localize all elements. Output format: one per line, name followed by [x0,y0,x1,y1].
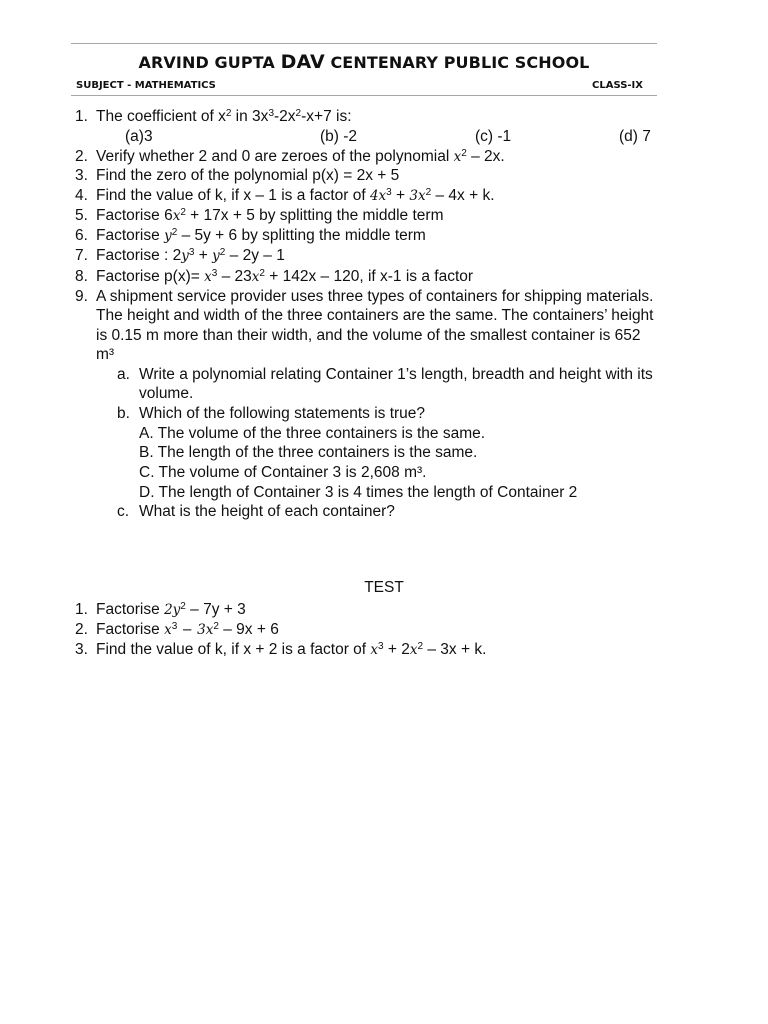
question-4 [75,186,495,205]
question-number: 2. [75,621,88,638]
superscript: 2 [417,641,424,652]
math-term: x [251,269,260,285]
text-run: Find the value of k, if x – 1 is a factor of [96,187,370,204]
school-name-dav: DAV [280,51,325,73]
question-9-line: is 0.15 m more than their width, and the volume of the smallest container is 652 [96,327,641,344]
sub-question-a-line: volume. [139,385,194,402]
text-run: Factorise : 2 [96,247,182,264]
question-text [96,226,426,246]
question-number: 8. [75,268,88,285]
option-b: (b) -2 [320,128,358,145]
question-number: 3. [75,641,88,658]
superscript: 3 [378,641,384,652]
superscript: 2 [180,601,186,612]
statement-option: D. The length of Container 3 is 4 times the length of Container 2 [139,484,578,501]
question-9-number: 9. [75,288,88,305]
question-number: 6. [75,227,88,244]
question-number: 1. [75,601,88,618]
question-text [96,640,486,660]
text-run: Factorise [96,207,165,224]
question-text [96,107,352,126]
subject-label: SUBJECT - MATHEMATICS [76,80,216,91]
question-number: 7. [75,247,88,264]
superscript: 3 [188,247,195,258]
math-term: x [164,622,172,638]
text-run: – 9x + 6 [218,621,279,638]
text-run: – 3x + k. [423,641,487,658]
top-rule [71,43,657,44]
option-a: (a)3 [125,128,153,145]
question-9-line: The height and width of the three containers are the same. The containers’ height [96,307,654,324]
question-number: 3. [75,167,88,184]
math-term: x [409,642,418,658]
sub-question-c-text: What is the height of each container? [139,503,395,520]
math-term: y [212,248,220,264]
text-run: Factorise [96,621,165,638]
superscript: 2 [295,108,302,119]
question-number: 5. [75,207,88,224]
text-run: 6 [164,207,173,224]
superscript: 3 [268,108,274,119]
question-9-line: m³ [96,346,115,363]
question-text: Find the zero of the polynomial p(x) = 2x + 5 [96,167,400,184]
school-name-part: ARVIND GUPTA [138,53,275,72]
question-text [96,206,443,226]
option-d: (d) 7 [619,128,651,145]
sub-question-c-number: c. [117,503,130,520]
superscript: 2 [171,227,178,238]
header-rule [71,95,657,96]
question-8 [75,267,474,286]
school-name [71,51,657,73]
superscript: 2 [425,187,432,198]
text-run: The coefficient of x [96,108,226,125]
sub-question-b-text: Which of the following statements is true? [139,405,426,422]
math-term: x [453,149,462,165]
text-run: + [194,247,213,264]
question-number: 1. [75,108,88,125]
test-question-1 [75,600,246,619]
question-6 [75,226,426,245]
test-question-3 [75,640,487,659]
question-text [96,267,473,287]
question-9-line: A shipment service provider uses three types of containers for shipping materials. [96,288,654,305]
question-1 [75,107,352,126]
superscript: 2 [213,621,219,632]
text-run: Factorise [96,601,165,618]
statement-option: A. The volume of the three containers is the same. [139,425,486,442]
text-run: – 4x + k. [431,187,495,204]
math-term: x [370,642,379,658]
test-title: TEST [364,579,404,596]
math-term: 3x [409,188,426,204]
statement-option: C. The volume of Container 3 is 2,608 m³. [139,464,427,481]
question-text [96,147,505,167]
option-c: (c) -1 [475,128,512,145]
superscript: 3 [386,187,392,198]
superscript: 2 [180,207,186,218]
sub-question-b-number: b. [117,405,130,422]
question-text [96,186,495,206]
text-run: Factorise p(x)= [96,268,205,285]
sub-question-a-number: a. [117,366,130,383]
text-run: – 7y + 3 [185,601,246,618]
superscript: 2 [461,148,467,159]
question-2 [75,147,505,166]
math-term: x [204,269,212,285]
question-text [96,246,285,266]
question-3 [75,166,400,185]
text-run: Factorise [96,227,165,244]
text-run: – 5y + 6 by splitting the middle term [177,227,426,244]
question-7 [75,246,285,265]
text-run: + 2 [383,641,410,658]
superscript: 2 [219,247,226,258]
text-run: + 142x – 120, if x-1 is a factor [264,268,474,285]
text-run: – 23 [217,268,252,285]
text-run: Verify whether 2 and 0 are zeroes of the polynomial [96,148,454,165]
text-run: in 3x [231,108,269,125]
text-run: + [391,187,410,204]
text-run: – 2y – 1 [225,247,285,264]
text-run: – 2x. [466,148,505,165]
question-number: 2. [75,148,88,165]
sub-question-a-line: Write a polynomial relating Container 1’s length, breadth and height with its [139,366,653,383]
question-number: 4. [75,187,88,204]
superscript: 2 [225,108,232,119]
question-text [96,620,279,640]
superscript: 3 [211,268,218,279]
math-term: 4x [369,188,387,204]
math-term: x [172,208,181,224]
school-name-part: CENTENARY PUBLIC SCHOOL [330,53,590,72]
text-run: Find the value of k, if x + 2 is a factor of [96,641,371,658]
text-run: -x+7 is: [301,108,352,125]
class-label: CLASS-IX [592,80,643,91]
superscript: 2 [259,268,265,279]
question-text [96,600,246,620]
test-question-2 [75,620,279,639]
math-term: 2y [164,602,181,618]
math-term: − 3 [177,622,206,638]
question-5 [75,206,444,225]
text-run: -2x [274,108,296,125]
math-term: x [205,622,214,638]
text-run: + 17x + 5 by splitting the middle term [185,207,444,224]
math-term: y [164,228,172,244]
superscript: 3 [171,621,178,632]
math-term: y [181,248,189,264]
statement-option: B. The length of the three containers is the same. [139,444,478,461]
